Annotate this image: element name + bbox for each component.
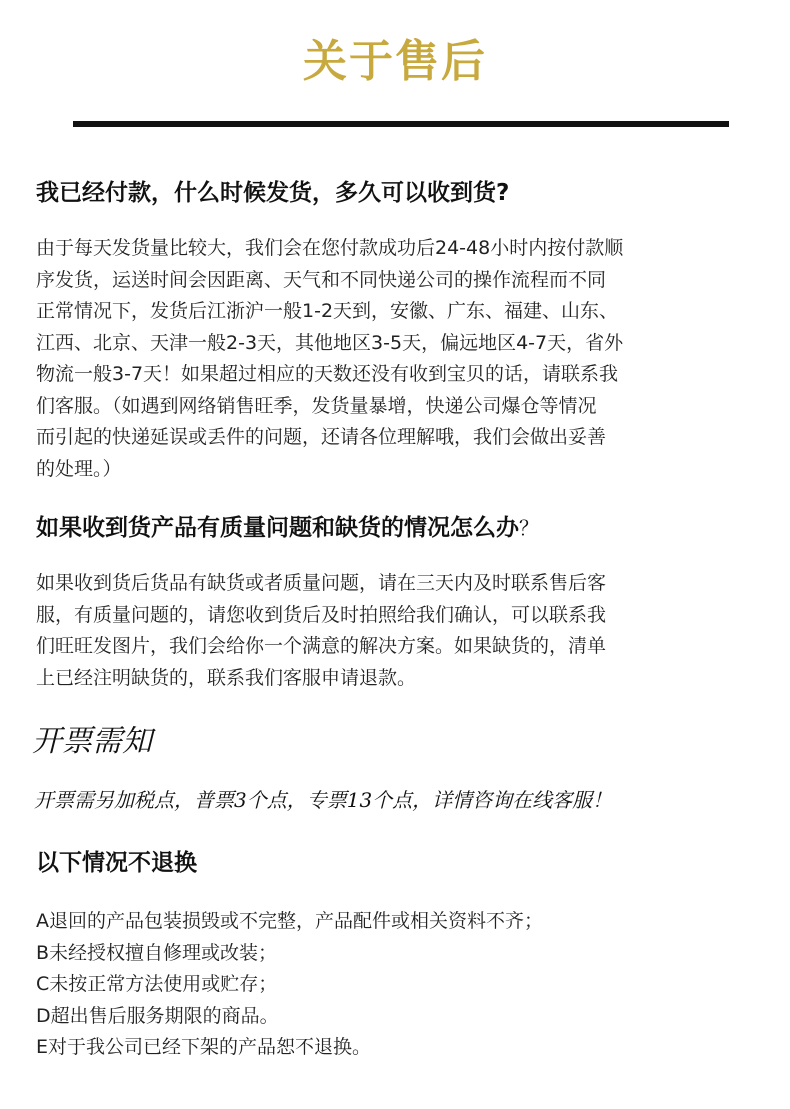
quality-answer-line: 如果收到货后货品有缺货或者质量问题，请在三天内及时联系售后客 bbox=[36, 572, 607, 594]
list-item: C未按正常方法使用或贮存； bbox=[36, 973, 278, 995]
shipping-question-heading: 我已经付款，什么时候发货，多久可以收到货? bbox=[36, 180, 510, 206]
quality-question-heading bbox=[36, 512, 539, 544]
list-item: E对于我公司已经下架的产品恕不退换。 bbox=[36, 1036, 372, 1058]
shipping-answer bbox=[36, 233, 756, 485]
quality-question-text: 如果收到货产品有质量问题和缺货的情况怎么办 bbox=[36, 515, 519, 541]
shipping-answer-line: 的处理。） bbox=[36, 457, 122, 480]
no-return-list bbox=[36, 906, 543, 1064]
quality-answer-line: 们旺旺发图片，我们会给你一个满意的解决方案。如果缺货的，清单 bbox=[36, 635, 607, 657]
quality-question-mark: ？ bbox=[519, 516, 539, 540]
list-item: B未经授权擅自修理或改装； bbox=[36, 941, 278, 964]
quality-answer-line: 上已经注明缺货的，联系我们客服申请退款。 bbox=[36, 666, 417, 689]
title-divider bbox=[73, 121, 729, 127]
shipping-answer-line: 序发货，运送时间会因距离、天气和不同快递公司的操作流程而不同 bbox=[36, 268, 607, 291]
shipping-answer-line: 物流一般3-7天！如果超过相应的天数还没有收到宝贝的话，请联系我 bbox=[36, 363, 619, 385]
invoice-heading: 开票需知 bbox=[32, 724, 152, 759]
list-item: D超出售后服务期限的商品。 bbox=[36, 1004, 279, 1027]
shipping-answer-line: 而引起的快递延误或丢件的问题，还请各位理解哦，我们会做出妥善 bbox=[36, 426, 607, 448]
shipping-answer-line: 江西、北京、天津一般2-3天，其他地区3-5天，偏远地区4-7天，省外 bbox=[36, 331, 624, 354]
shipping-answer-line: 正常情况下，发货后江浙沪一般1-2天到，安徽、广东、福建、山东、 bbox=[36, 300, 619, 322]
quality-answer-line: 服，有质量问题的，请您收到货后及时拍照给我们确认，可以联系我 bbox=[36, 603, 607, 626]
list-item: A退回的产品包装损毁或不完整，产品配件或相关资料不齐； bbox=[36, 910, 543, 932]
page-title: 关于售后 bbox=[303, 36, 487, 87]
quality-answer bbox=[36, 568, 756, 694]
no-return-heading: 以下情况不退换 bbox=[36, 850, 197, 876]
invoice-text: 开票需另加税点，普票3个点，专票13个点，详情咨询在线客服！ bbox=[34, 788, 613, 812]
shipping-answer-line: 们客服。（如遇到网络销售旺季，发货量暴增，快递公司爆仓等情况 bbox=[36, 394, 597, 417]
shipping-answer-line: 由于每天发货量比较大，我们会在您付款成功后24-48小时内按付款顺 bbox=[36, 237, 624, 259]
